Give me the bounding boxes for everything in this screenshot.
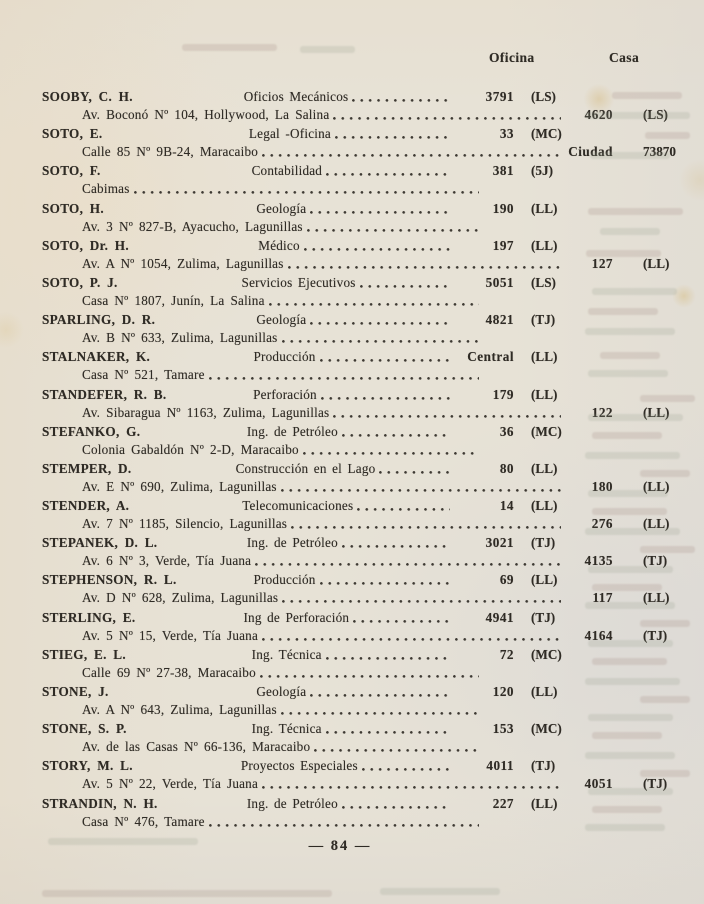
entry-address-line: [42, 292, 690, 310]
entry-name: STRANDIN, N. H.: [42, 795, 158, 811]
entry-occupation: Geología: [256, 200, 307, 216]
entry-occupation: Perforación: [253, 386, 317, 402]
dot-leader: [322, 720, 454, 738]
directory-entry: [42, 720, 690, 756]
entry-address: Cabimas: [82, 181, 130, 197]
home-number: 122: [591, 404, 613, 420]
entry-address: Casa Nº 1807, Junín, La Salina: [82, 292, 265, 308]
entry-occupation: Ing. de Petróleo: [246, 535, 338, 551]
entry-address: Casa Nº 521, Tamare: [82, 367, 205, 383]
office-exchange-code: (LL): [531, 349, 558, 365]
entry-address: Av. A Nº 1054, Zulima, Lagunillas: [82, 255, 284, 271]
directory-entries: [42, 88, 690, 832]
office-number: 72: [499, 646, 514, 662]
dot-leader: [353, 497, 454, 515]
bleed-through-ghost: [380, 888, 500, 895]
dot-leader: [278, 329, 484, 347]
dot-leader: [278, 589, 565, 607]
entry-address: Av. 6 Nº 3, Verde, Tía Juana: [82, 553, 252, 569]
entry-address-line: [42, 255, 690, 273]
entry-name: STENDER, A.: [42, 498, 130, 514]
directory-entry: [42, 162, 690, 198]
entry-main-line: [42, 646, 690, 664]
entry-address: Av. 5 Nº 22, Verde, Tía Juana: [82, 776, 259, 792]
column-header-oficina: Oficina: [489, 50, 535, 65]
office-exchange-code: (LL): [531, 795, 558, 811]
home-exchange-code: (LL): [643, 478, 670, 494]
directory-entry: [42, 609, 690, 645]
dot-leader: [329, 106, 565, 124]
home-exchange-code: (LL): [643, 516, 670, 532]
office-number: 80: [499, 460, 514, 476]
entry-name: STONE, S. P.: [42, 721, 127, 737]
dot-leader: [256, 664, 483, 682]
entry-address: Av. D Nº 628, Zulima, Lagunillas: [82, 590, 279, 606]
entry-occupation: Geología: [256, 312, 307, 328]
home-exchange-code: (TJ): [643, 776, 668, 792]
dot-leader: [338, 423, 454, 441]
home-exchange-code: (TJ): [643, 627, 668, 643]
dot-leader: [299, 441, 483, 459]
entry-address-line: [42, 329, 690, 347]
dot-leader: [205, 813, 483, 831]
entry-occupation: Legal -Oficina: [248, 126, 331, 142]
bleed-through-ghost: [182, 44, 277, 51]
entry-name: STANDEFER, R. B.: [42, 386, 167, 402]
office-number: 69: [499, 572, 514, 588]
home-exchange-code: (TJ): [643, 553, 668, 569]
office-number: 227: [492, 795, 514, 811]
entry-main-line: [42, 683, 690, 701]
entry-address-line: [42, 552, 690, 570]
entry-main-line: [42, 125, 690, 143]
dot-leader: [316, 571, 454, 589]
entry-address-line: [42, 813, 690, 831]
dot-leader: [316, 348, 454, 366]
entry-address-line: [42, 701, 690, 719]
office-number: 153: [492, 721, 514, 737]
entry-main-line: [42, 795, 690, 813]
entry-occupation: Producción: [253, 572, 316, 588]
office-number: 190: [492, 200, 514, 216]
directory-entry: [42, 497, 690, 533]
dot-leader: [306, 200, 454, 218]
dot-leader: [205, 366, 483, 384]
office-exchange-code: (LL): [531, 460, 558, 476]
entry-main-line: [42, 311, 690, 329]
office-exchange-code: (MC): [531, 646, 562, 662]
entry-occupation: Ing. de Petróleo: [246, 795, 338, 811]
entry-address-line: [42, 627, 690, 645]
directory-entry: [42, 237, 690, 273]
office-exchange-code: (TJ): [531, 312, 556, 328]
entry-name: SOTO, F.: [42, 163, 101, 179]
entry-name: SOTO, Dr. H.: [42, 237, 129, 253]
page-number: — 84 —: [308, 838, 372, 854]
entry-address: Calle 69 Nº 27-38, Maracaibo: [82, 664, 256, 680]
entry-name: STONE, J.: [42, 684, 109, 699]
directory-entry: [42, 795, 690, 831]
home-number: 4164: [584, 627, 613, 643]
dot-leader: [251, 552, 565, 570]
office-exchange-code: (5J): [531, 163, 553, 179]
office-number: 381: [492, 163, 514, 179]
entry-address-line: [42, 775, 690, 793]
bleed-through-ghost: [300, 46, 355, 53]
office-number: 120: [492, 684, 514, 699]
directory-entry: [42, 88, 690, 124]
dot-leader: [329, 404, 565, 422]
entry-main-line: [42, 534, 690, 552]
entry-main-line: [42, 571, 690, 589]
entry-occupation: Servicios Ejecutivos: [241, 274, 356, 290]
dot-leader: [258, 143, 565, 161]
office-number: 3021: [485, 535, 514, 551]
dot-leader: [375, 460, 454, 478]
directory-entry: [42, 534, 690, 570]
dot-leader: [287, 515, 565, 533]
home-exchange-code: (LL): [643, 404, 670, 420]
bleed-through-ghost: [42, 890, 332, 897]
dot-leader: [322, 162, 454, 180]
dot-leader: [338, 534, 454, 552]
entry-address: Av. E Nº 690, Zulima, Lagunillas: [82, 478, 277, 494]
office-exchange-code: (MC): [531, 721, 562, 737]
entry-address-line: [42, 589, 690, 607]
dot-leader: [130, 180, 483, 198]
dot-leader: [358, 757, 454, 775]
office-number: 33: [499, 126, 514, 142]
entry-occupation: Ing de Perforación: [243, 609, 350, 625]
office-exchange-code: (TJ): [531, 609, 556, 625]
entry-address-line: [42, 180, 690, 198]
entry-address-line: [42, 664, 690, 682]
directory-entry: [42, 646, 690, 682]
dot-leader: [277, 701, 483, 719]
entry-main-line: [42, 757, 690, 775]
office-exchange-code: (TJ): [531, 535, 556, 551]
home-number: Ciudad: [568, 144, 613, 160]
directory-entry: [42, 311, 690, 347]
directory-entry: [42, 423, 690, 459]
dot-leader: [303, 218, 483, 236]
entry-main-line: [42, 348, 690, 366]
directory-entry: [42, 200, 690, 236]
home-number: 4620: [584, 107, 613, 122]
directory-entry: [42, 274, 690, 310]
entry-name: STEMPER, D.: [42, 460, 132, 476]
entry-name: SOTO, E.: [42, 126, 103, 142]
entry-occupation: Telecomunicaciones: [242, 498, 354, 514]
dot-leader: [265, 292, 483, 310]
home-number: 4051: [584, 776, 613, 792]
entry-address-line: [42, 478, 690, 496]
entry-occupation: Contabilidad: [251, 163, 323, 179]
entry-occupation: Ing. Técnica: [251, 721, 322, 737]
entry-occupation: Ing. Técnica: [251, 646, 322, 662]
office-number: 4941: [485, 609, 514, 625]
home-number: 127: [591, 255, 613, 271]
entry-main-line: [42, 88, 690, 106]
entry-address: Casa Nº 476, Tamare: [82, 813, 205, 829]
entry-name: STEPANEK, D. L.: [42, 535, 158, 551]
entry-main-line: [42, 720, 690, 738]
entry-address: Av. Boconó Nº 104, Hollywood, La Salina: [82, 107, 330, 122]
entry-name: STORY, M. L.: [42, 758, 133, 774]
entry-address: Colonia Gabaldón Nº 2-D, Maracaibo: [82, 441, 299, 457]
entry-address: Av. 5 Nº 15, Verde, Tía Juana: [82, 627, 259, 643]
dot-leader: [356, 274, 454, 292]
dot-leader: [310, 738, 483, 756]
dot-leader: [258, 627, 565, 645]
office-exchange-code: (LS): [531, 89, 556, 104]
dot-leader: [277, 478, 565, 496]
office-exchange-code: (MC): [531, 126, 562, 142]
home-number: 4135: [584, 553, 613, 569]
office-number: 4821: [485, 312, 514, 328]
entry-name: SPARLING, D. R.: [42, 312, 156, 328]
entry-occupation: Geología: [256, 684, 307, 699]
entry-main-line: [42, 237, 690, 255]
entry-main-line: [42, 423, 690, 441]
dot-leader: [349, 609, 454, 627]
entry-main-line: [42, 609, 690, 627]
home-exchange-code: (LS): [643, 107, 668, 122]
entry-name: STIEG, E. L.: [42, 646, 126, 662]
dot-leader: [306, 311, 454, 329]
office-number: 197: [492, 237, 514, 253]
entry-address-line: [42, 515, 690, 533]
office-exchange-code: (LL): [531, 572, 558, 588]
entry-name: SOOBY, C. H.: [42, 89, 133, 104]
dot-leader: [300, 237, 454, 255]
office-number: 5051: [485, 274, 514, 290]
dot-leader: [348, 88, 454, 106]
entry-name: STALNAKER, K.: [42, 349, 151, 365]
office-exchange-code: (TJ): [531, 758, 556, 774]
directory-entry: [42, 757, 690, 793]
directory-entry: [42, 683, 690, 719]
entry-name: SOTO, H.: [42, 200, 104, 216]
home-number: 180: [591, 478, 613, 494]
entry-name: STERLING, E.: [42, 609, 136, 625]
home-exchange-code: (LL): [643, 590, 670, 606]
entry-main-line: [42, 386, 690, 404]
office-exchange-code: (LS): [531, 274, 556, 290]
home-number: 276: [591, 516, 613, 532]
entry-address-line: [42, 738, 690, 756]
dot-leader: [317, 386, 454, 404]
dot-leader: [331, 125, 454, 143]
entry-address: Av. A Nº 643, Zulima, Lagunillas: [82, 702, 277, 717]
entry-address: Calle 85 Nº 9B-24, Maracaibo: [82, 144, 259, 160]
entry-main-line: [42, 200, 690, 218]
dot-leader: [338, 795, 454, 813]
entry-address: Av. 3 Nº 827-B, Ayacucho, Lagunillas: [82, 218, 303, 234]
home-exchange-code: (LL): [643, 255, 670, 271]
entry-main-line: [42, 274, 690, 292]
office-exchange-code: (LL): [531, 498, 558, 514]
entry-address-line: [42, 218, 690, 236]
office-number: 179: [492, 386, 514, 402]
dot-leader: [306, 683, 454, 701]
entry-occupation: Médico: [258, 237, 300, 253]
entry-occupation: Oficios Mecánicos: [243, 89, 349, 104]
office-number: 4011: [486, 758, 514, 774]
directory-entry: [42, 460, 690, 496]
entry-address-line: [42, 366, 690, 384]
entry-occupation: Ing. de Petróleo: [246, 423, 338, 439]
entry-main-line: [42, 162, 690, 180]
entry-address: Av. B Nº 633, Zulima, Lagunillas: [82, 330, 278, 346]
directory-entry: [42, 386, 690, 422]
entry-occupation: Producción: [253, 349, 316, 365]
entry-name: STEPHENSON, R. L.: [42, 572, 177, 588]
entry-address-line: [42, 143, 690, 161]
entry-address: Av. Sibaragua Nº 1163, Zulima, Lagunillas: [82, 404, 330, 420]
directory-entry: [42, 348, 690, 384]
office-number: 3791: [485, 89, 514, 104]
office-number: 14: [499, 498, 514, 514]
dot-leader: [258, 775, 565, 793]
office-number: 36: [499, 423, 514, 439]
office-exchange-code: (LL): [531, 386, 558, 402]
column-header-casa: Casa: [609, 50, 640, 65]
entry-address-line: [42, 106, 690, 124]
office-number: Central: [467, 349, 514, 365]
entry-name: SOTO, P. J.: [42, 274, 118, 290]
dot-leader: [284, 255, 565, 273]
entry-address-line: [42, 404, 690, 422]
entry-address: Av. 7 Nº 1185, Silencio, Lagunillas: [82, 516, 288, 532]
entry-main-line: [42, 497, 690, 515]
home-exchange-code: 73870: [643, 144, 676, 160]
home-number: 117: [592, 590, 613, 606]
office-exchange-code: (LL): [531, 200, 558, 216]
office-exchange-code: (MC): [531, 423, 562, 439]
directory-entry: [42, 125, 690, 161]
dot-leader: [322, 646, 454, 664]
entry-occupation: Proyectos Especiales: [240, 758, 358, 774]
entry-occupation: Construcción en el Lago: [235, 460, 376, 476]
directory-entry: [42, 571, 690, 607]
office-exchange-code: (LL): [531, 684, 558, 699]
entry-address: Av. de las Casas Nº 66-136, Maracaibo: [82, 739, 311, 755]
office-exchange-code: (LL): [531, 237, 558, 253]
entry-main-line: [42, 460, 690, 478]
entry-name: STEFANKO, G.: [42, 423, 141, 439]
entry-address-line: [42, 441, 690, 459]
